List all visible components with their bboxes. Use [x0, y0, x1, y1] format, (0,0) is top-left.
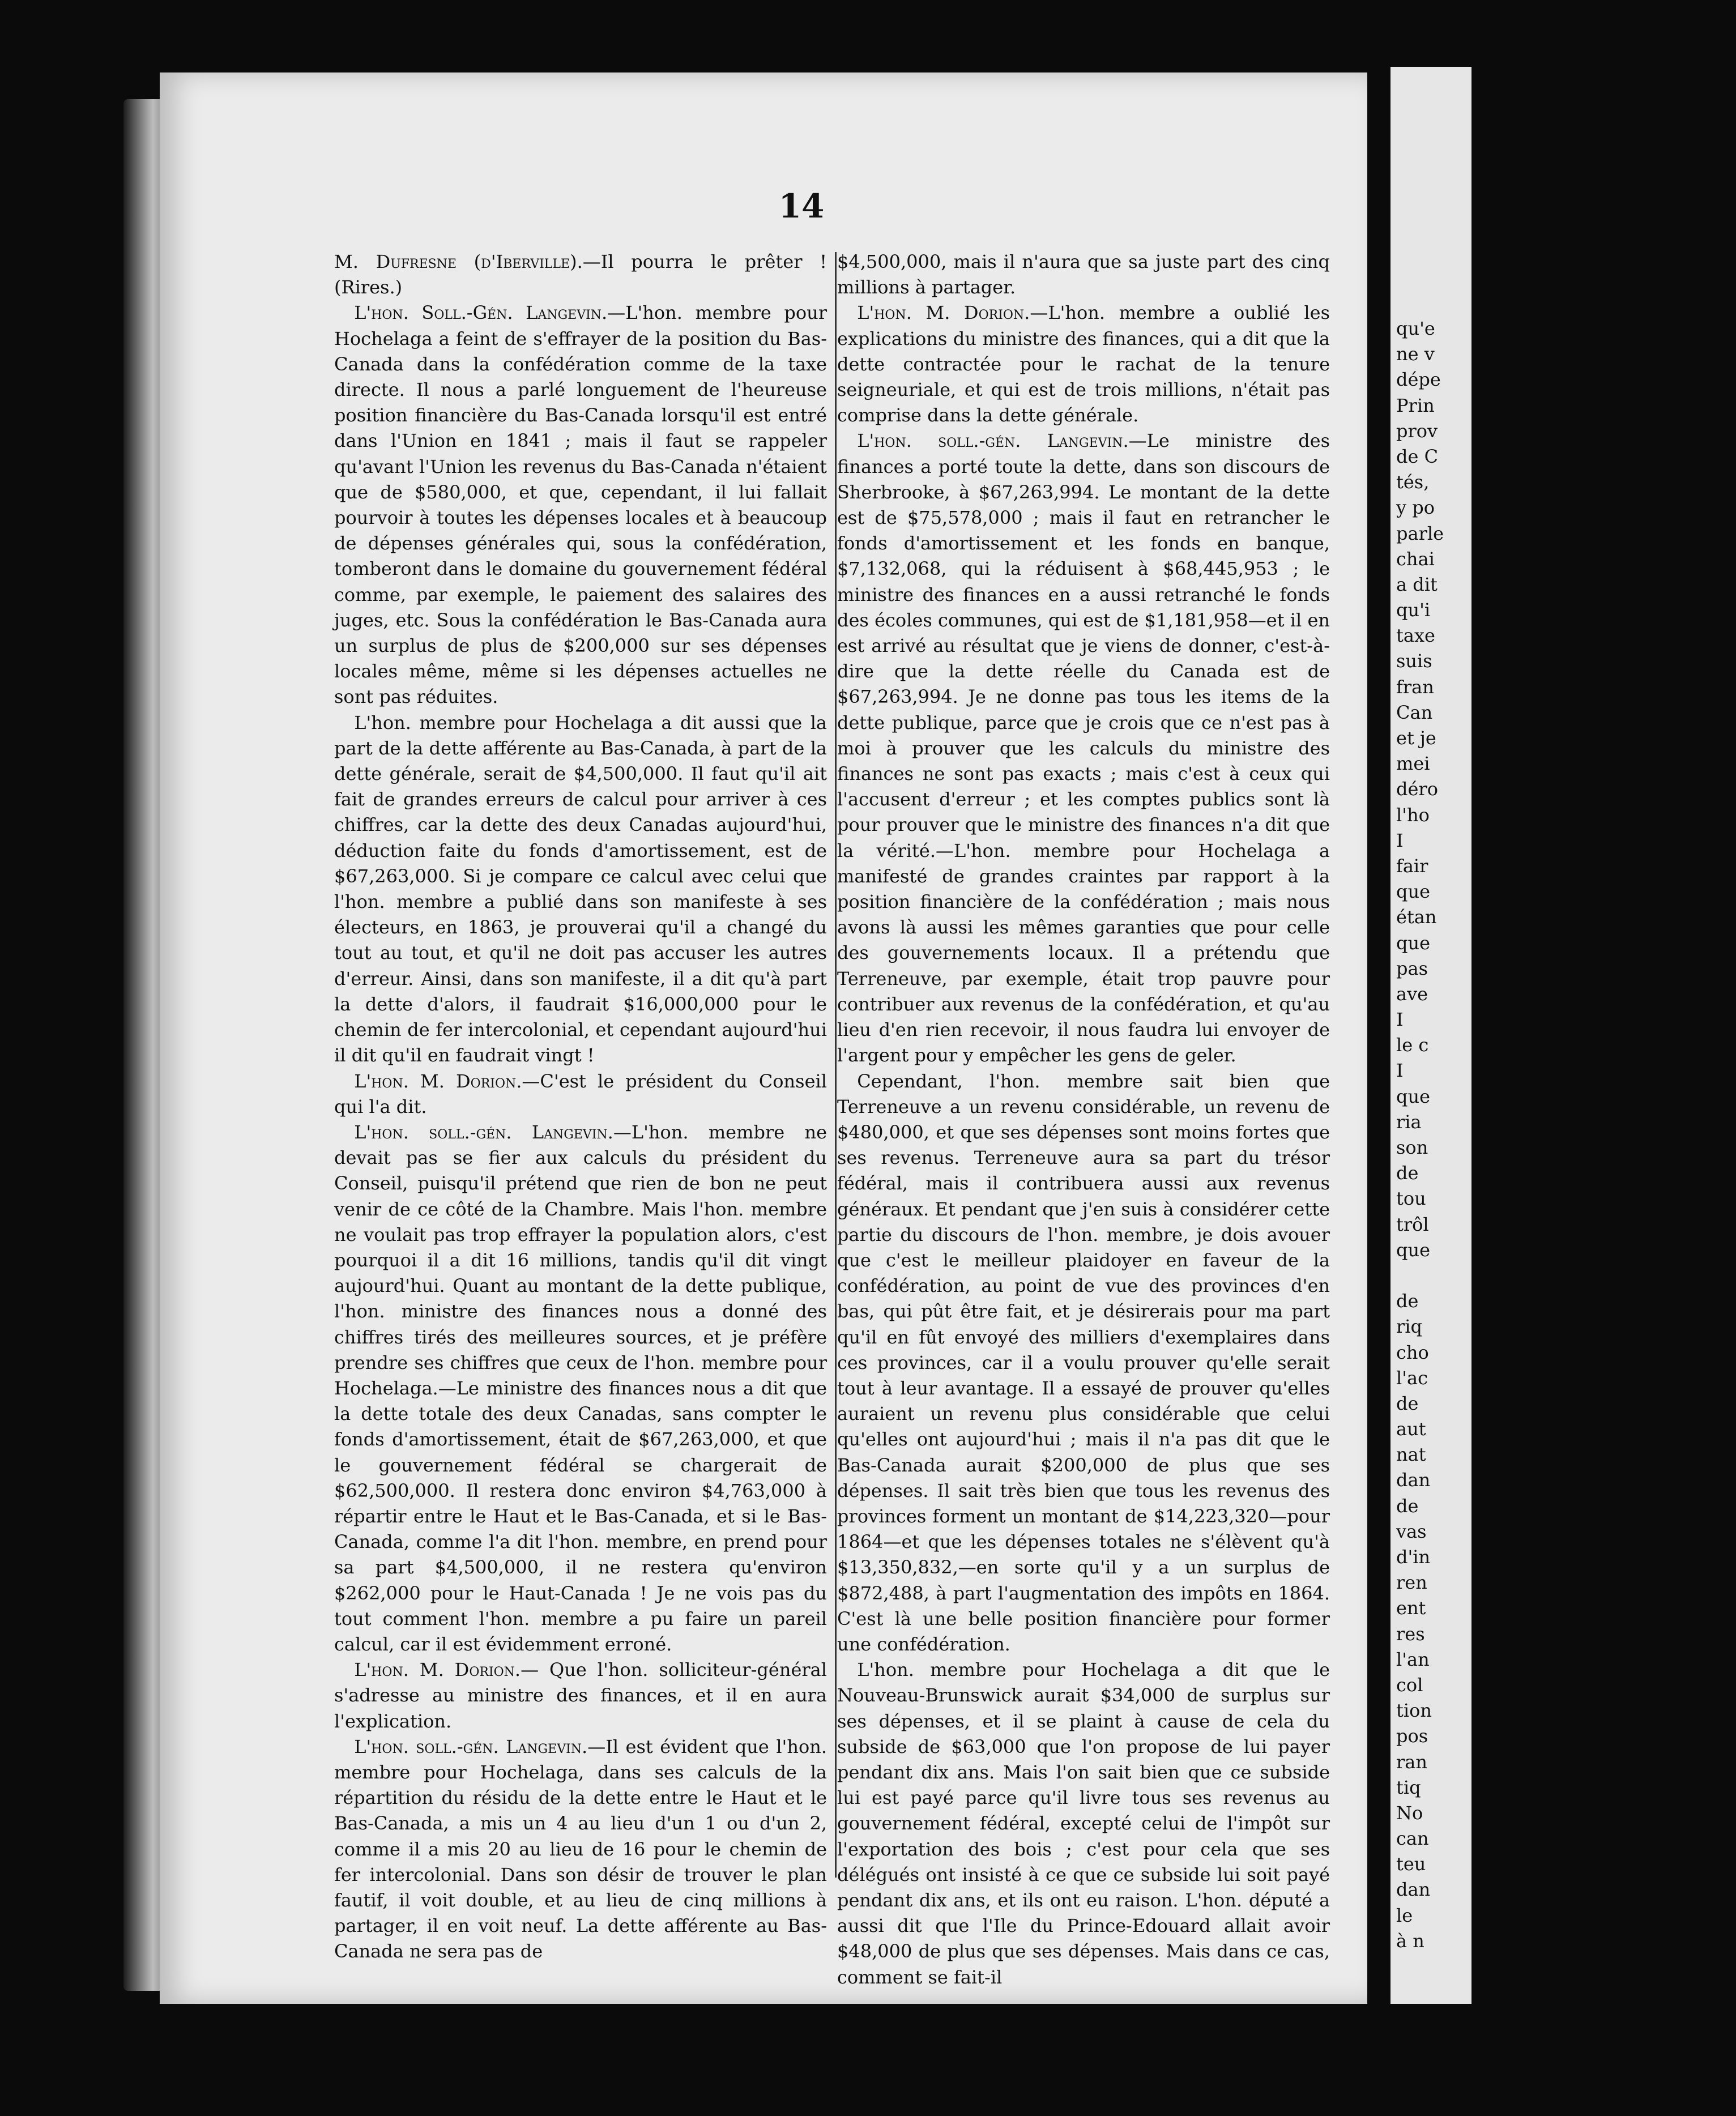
paragraph [334, 1657, 827, 1734]
speaker-name: L'hon. soll.-gén. Langevin. [354, 1121, 613, 1143]
adjacent-page-line: ran [1396, 1751, 1427, 1773]
adjacent-page-line: de [1396, 1290, 1419, 1312]
paragraph-text: L'hon. membre pour Hochelaga a dit que le Nouveau-Brunswick aurait $34,000 de surplus sur ses dépenses, et il se plaint à cause de cela du subside de $63,000 que l'on propose de lui payer pendant dix ans. Mais l'on sait bien que ce subside lui est payé parce qu'il livre tous ses revenus au gouvernement fédéral, excepté celui de l'impôt sur l'exportation des bois ; c'est pour cela que ses délégués ont insisté à ce que ce subside lui soit payé pendant dix ans, et ils ont eu raison. L'hon. député a aussi dit que l'Ile du Prince-Edouard allait avoir $48,000 de plus que ses dépenses. Mais dans ce cas, comment se fait-il [837, 1659, 1330, 1988]
adjacent-page-line: ne v [1396, 343, 1435, 365]
adjacent-page-line: son [1396, 1137, 1428, 1158]
adjacent-page-line: y po [1396, 497, 1435, 519]
adjacent-page-line: a dit [1396, 573, 1438, 595]
adjacent-page-line: mei [1396, 753, 1430, 775]
adjacent-page-line: ria [1396, 1111, 1422, 1133]
adjacent-page-line: à n [1396, 1930, 1424, 1952]
speaker-name: L'hon. M. Dorion. [354, 1659, 521, 1681]
adjacent-page-line: res [1396, 1623, 1425, 1645]
speaker-name: L'hon. soll.-gén. Langevin. [857, 430, 1129, 452]
paragraph-text: —L'hon. membre ne devait pas se fier aux calculs du président du Conseil, puisqu'il prétend que rien de bon ne peut venir de ce côté de la Chambre. Mais l'hon. membre ne voulait pas trop effrayer la population alors, c'est pourquoi il a dit 16 millions, tandis qu'il dit vingt aujourd'hui. Quant au montant de la dette publique, l'hon. ministre des finances nous a donné des chiffres tirés des meilleures sources, et je préfère prendre ses chiffres que ceux de l'hon. membre pour Hochelaga.—Le ministre des finances nous a dit que la dette totale des deux Canadas, sans compter le fonds d'amortissement, était de $67,263,000, et que le gouvernement fédéral se chargerait de $62,500,000. Il restera donc environ $4,763,000 à répartir entre le Haut et le Bas-Canada, et si le Bas-Canada, comme l'a dit l'hon. membre, en prend pour sa part $4,500,000, il ne restera qu'environ $262,000 pour le Haut-Canada ! Je ne vois pas du tout comment l'hon. membre a pu faire un pareil calcul, car il est évidemment erroné. [334, 1121, 828, 1655]
paragraph-text: $4,500,000, mais il n'aura que sa juste part des cinq millions à partager. [837, 251, 1330, 298]
paragraph-text: —Le ministre des finances a porté toute la dette, dans son discours de Sherbrooke, à $67,263,994. Le montant de la dette est de $75,578,000 ; mais il faut en retrancher le fonds d'amortissement et les fonds en banque, $7,132,068, qui la réduisent à $68,445,953 ; le ministre des finances en a aussi retranché le fonds des écoles communes, qui est de $1,181,958—et il en est arrivé au résultat que je viens de donner, c'est-à-dire que la dette réelle du Canada est de $67,263,994. Je ne donne pas tous les items de la dette publique, parce que je crois que ce n'est pas à moi à prouver que les calculs du ministre des finances ne sont pas exacts ; mais c'est à ceux qui l'accusent d'erreur ; et les comptes publics sont là pour prouver que le ministre des finances n'a dit que la vérité.—L'hon. membre pour Hochelaga a manifesté de grandes craintes par rapport à la position financière de la confédération ; mais nous avons là aussi les mêmes garanties que pour celle des gouvernements locaux. Il a prétendu que Terreneuve, par exemple, était trop pauvre pour contribuer aux revenus de la confédération, et qu'au lieu d'en rien recevoir, il nous faudra lui envoyer de l'argent pour y empêcher les gens de geler. [837, 430, 1330, 1066]
adjacent-page-fragment [1390, 67, 1471, 2004]
adjacent-page-line: aut [1396, 1418, 1426, 1440]
adjacent-page-line: col [1396, 1674, 1423, 1696]
adjacent-page-line: le [1396, 1904, 1413, 1926]
adjacent-page-line: Can [1396, 701, 1433, 723]
paragraph [837, 249, 1330, 300]
adjacent-page-line: prov [1396, 420, 1438, 442]
paragraph-text: —C'est le président du Conseil qui l'a dit. [334, 1070, 827, 1117]
paragraph [334, 1734, 827, 1965]
adjacent-page-line: trôl [1396, 1213, 1429, 1235]
book-binding-edge [123, 99, 165, 1991]
speaker-name: L'hon. soll.-gén. Langevin. [354, 1735, 588, 1757]
adjacent-page-line: nat [1396, 1444, 1426, 1466]
column-divider [835, 252, 837, 1878]
adjacent-page-text [1396, 316, 1736, 1954]
adjacent-page-line: ave [1396, 983, 1428, 1005]
adjacent-page-line: cho [1396, 1341, 1429, 1363]
adjacent-page-line: I [1396, 1060, 1404, 1082]
adjacent-page-line: que [1396, 1085, 1431, 1107]
paragraph-text: — Que l'hon. solliciteur-général s'adresse au ministre des finances, et il en aura l'explication. [334, 1659, 827, 1732]
adjacent-page-line: suis [1396, 650, 1432, 672]
adjacent-page-line: I [1396, 1009, 1404, 1031]
adjacent-page-line: et je [1396, 727, 1436, 749]
speaker-name: L'hon. M. Dorion. [857, 302, 1030, 324]
adjacent-page-line: Prin [1396, 394, 1435, 416]
speaker-name: M. Dufresne (d'Iberville). [334, 251, 583, 272]
paragraph-text: —Il pourra le prêter ! (Rires.) [334, 251, 828, 298]
adjacent-page-line: dan [1396, 1879, 1431, 1901]
adjacent-page-line: fran [1396, 676, 1434, 698]
adjacent-page-line: taxe [1396, 625, 1435, 647]
paragraph [334, 1120, 827, 1657]
page-number: 14 [778, 187, 825, 225]
paragraph [334, 710, 827, 1069]
adjacent-page-line: de [1396, 1162, 1419, 1184]
left-column [334, 249, 828, 1963]
adjacent-page-line: riq [1396, 1316, 1423, 1338]
paragraph-text: —Il est évident que l'hon. membre pour Hochelaga, dans ses calculs de la répartition du résidu de la dette entre le Haut et le Bas-Canada, a mis un 4 au lieu d'un 1 ou d'un 2, comme il a mis 20 au lieu de 16 pour le chemin de fer intercolonial. Dans son désir de trouver le plan fautif, il voit double, et au lieu de cinq millions à partager, il en voit neuf. La dette afférente au Bas-Canada ne sera pas de [334, 1735, 828, 1963]
paragraph-text: Cependant, l'hon. membre sait bien que Terreneuve a un revenu considérable, un revenu de $480,000, et que ses dépenses sont moins fortes que ses revenus. Terreneuve aura sa part du trésor fédéral, mais il contribuera aussi aux revenus généraux. Et pendant que j'en suis à considérer cette partie du discours de l'hon. membre, je dois avouer que c'est le meilleur plaidoyer en faveur de la confédération, au point de vue des provinces d'en bas, qui pût être fait, et je désirerais pour ma part qu'il en fût envoyé des milliers d'exemplaires dans ces provinces, car il a voulu prouver qu'elle serait tout à leur avantage. Il a essayé de prouver qu'elles auraient un revenu plus considérable que celui qu'elles ont aujourd'hui ; mais il n'a pas dit que le Bas-Canada aurait $200,000 de plus que ses dépenses. Il sait très bien que tous les revenus des provinces forment un montant de $14,223,320—pour 1864—et que les dépenses totales ne s'élèvent qu'à $13,350,832,—en sorte qu'il y a un surplus de $872,488, à part l'augmentation des impôts en 1864. C'est là une belle position financière pour former une confédération. [837, 1070, 1330, 1655]
adjacent-page-line: que [1396, 932, 1431, 954]
adjacent-page-line: dépe [1396, 369, 1441, 391]
adjacent-page-line: le c [1396, 1034, 1429, 1056]
adjacent-page-line: tés, [1396, 471, 1430, 493]
adjacent-page-line: I [1396, 829, 1404, 851]
adjacent-page-line: can [1396, 1828, 1429, 1850]
adjacent-page-line: l'ac [1396, 1367, 1428, 1389]
paragraph [334, 249, 827, 300]
adjacent-page-line: de C [1396, 445, 1439, 467]
adjacent-page-line: fair [1396, 855, 1428, 877]
adjacent-page-line: l'an [1396, 1648, 1430, 1670]
adjacent-page-line: que [1396, 881, 1431, 903]
adjacent-page-line: teu [1396, 1853, 1426, 1875]
paragraph [334, 300, 827, 710]
adjacent-page-line: parle [1396, 522, 1444, 544]
adjacent-page-line: No [1396, 1802, 1423, 1824]
paragraph-text: —L'hon. membre pour Hochelaga a feint de s'effrayer de la position du Bas-Canada dans la confédération comme de la taxe directe. Il nous a parlé longuement de l'heureuse position financière du Bas-Canada lorsqu'il est entré dans l'Union en 1841 ; mais il faut se rappeler qu'avant l'Union les revenus du Bas-Canada n'étaient que de $580,000, et que, cependant, il lui fallait pourvoir à toutes les dépenses locales et à beaucoup de dépenses générales qui, sous la confédération, tomberont dans le domaine du gouvernement fédéral comme, par exemple, le paiement des salaires des juges, etc. Sous la confédération le Bas-Canada aura un surplus de plus de $200,000 sur ses dépenses locales même, même si les dépenses actuelles ne sont pas réduites. [334, 302, 827, 708]
adjacent-page-line: que [1396, 1239, 1431, 1261]
adjacent-page-line: dan [1396, 1469, 1431, 1491]
paragraph [837, 1069, 1330, 1658]
adjacent-page-line: tion [1396, 1700, 1432, 1722]
adjacent-page-line [1396, 1263, 1736, 1289]
adjacent-page-line: de [1396, 1495, 1419, 1517]
paragraph [837, 428, 1330, 1068]
adjacent-page-line: d'in [1396, 1546, 1431, 1568]
adjacent-page-line: qu'e [1396, 318, 1435, 339]
adjacent-page-line: l'ho [1396, 804, 1430, 826]
adjacent-page-line: pos [1396, 1725, 1428, 1747]
adjacent-page-line: vas [1396, 1520, 1427, 1542]
speaker-name: L'hon. M. Dorion. [354, 1070, 522, 1092]
paragraph-text: L'hon. membre pour Hochelaga a dit aussi que la part de la dette afférente au Bas-Canada, à part de la dette générale, serait de $4,500,000. Il faut qu'il ait fait de grandes erreurs de calcul pour arriver à ces chiffres, car la dette des deux Canadas aujourd'hui, déduction faite du fonds d'amortissement, est de $67,263,000. Si je compare ce calcul avec celui que l'hon. membre a publié dans son manifeste à ses électeurs, en 1863, je prouverai qu'il a changé du tout au tout, et qu'il ne doit pas accuser les autres d'erreur. Ainsi, dans son manifeste, il a dit qu'à part la dette d'alors, il faudrait $16,000,000 pour le chemin de fer intercolonial, et cependant aujourd'hui il dit qu'il en faudrait vingt ! [334, 711, 827, 1066]
adjacent-page-line: ren [1396, 1572, 1427, 1594]
paragraph [837, 1657, 1330, 1990]
right-column [837, 249, 1330, 1988]
adjacent-page-line: tiq [1396, 1776, 1421, 1798]
adjacent-page-line: tou [1396, 1188, 1426, 1210]
adjacent-page-line: qu'i [1396, 599, 1431, 621]
paragraph-text: —L'hon. membre a oublié les explications du ministre des finances, qui a dit que la dette contractée pour le rachat de la tenure seigneuriale, et qui est de trois millions, n'était pas comprise dans la dette générale. [837, 302, 1330, 426]
adjacent-page-line: chai [1396, 548, 1435, 570]
adjacent-page-line: ent [1396, 1597, 1426, 1619]
adjacent-page-line: étan [1396, 906, 1437, 928]
adjacent-page-line: pas [1396, 957, 1428, 979]
adjacent-page-line: déro [1396, 778, 1438, 800]
paragraph [837, 300, 1330, 428]
speaker-name: L'hon. Soll.-Gén. Langevin. [354, 302, 608, 324]
paragraph [334, 1069, 827, 1120]
adjacent-page-line: de [1396, 1392, 1419, 1414]
